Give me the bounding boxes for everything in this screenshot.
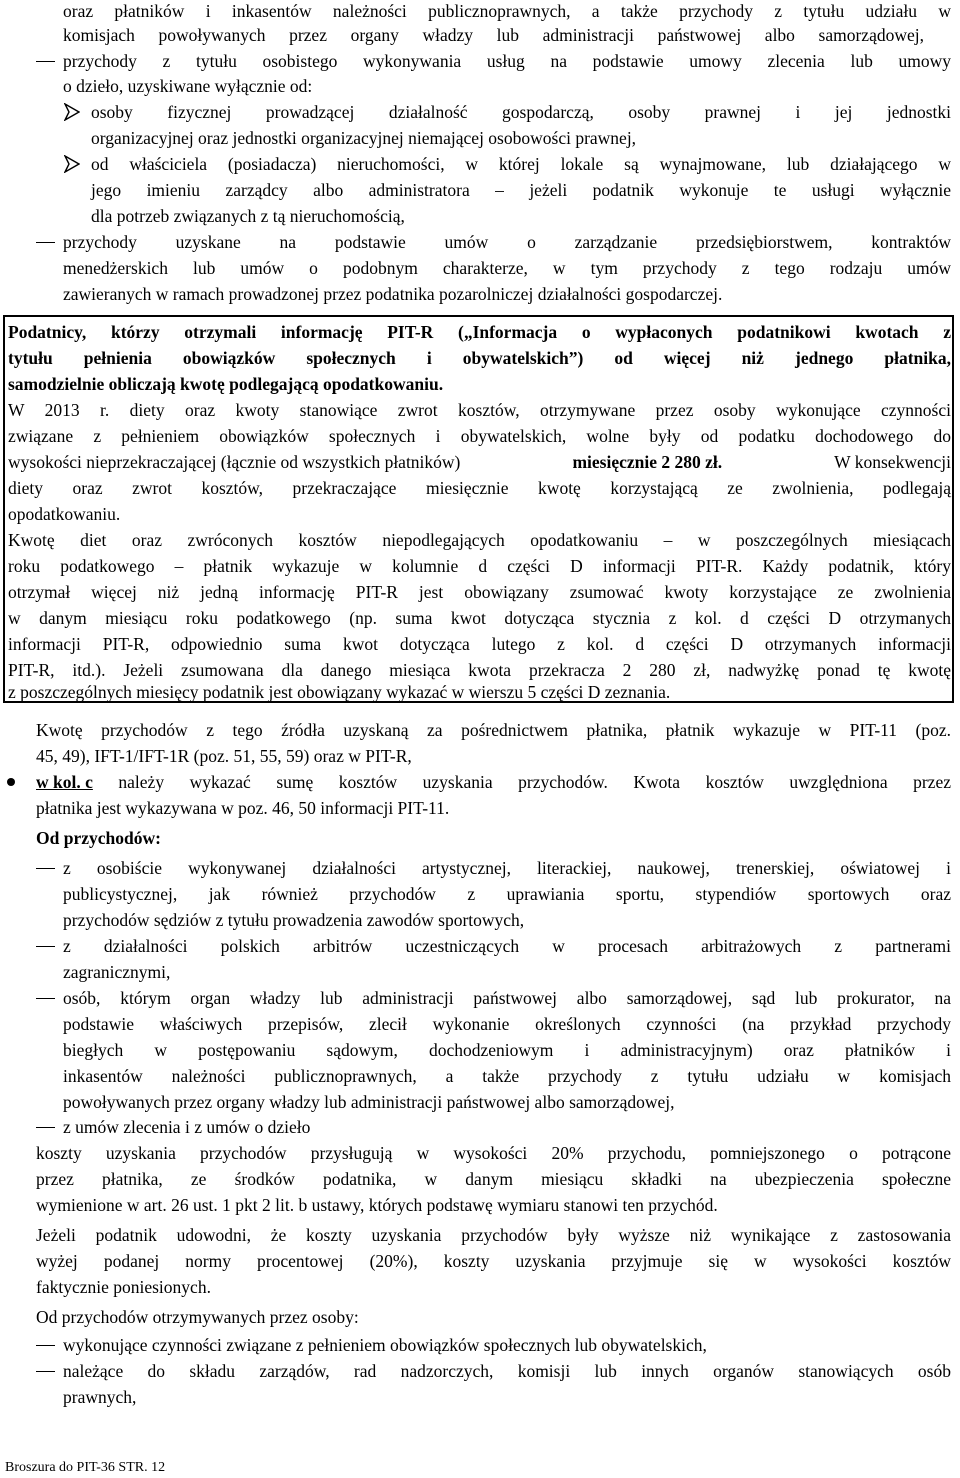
box-paragraph-line: związane z pełnieniem obowiązków społecznych i obywatelskich, wolne były od podatku dochodowego do: [8, 426, 951, 446]
box-paragraph-line: [8, 398, 951, 424]
paragraph-line: Jeżeli podatnik udowodni, że koszty uzyskania przychodów były wyższe niż wynikające z zastosowania: [36, 1225, 951, 1245]
paragraph-line: z osobiście wykonywanej działalności artystycznej, literackiej, naukowej, trenerskiej, oświatowej i: [63, 858, 951, 878]
arrow-bullet-icon: [64, 103, 80, 121]
paragraph-line: powoływanych przez organy władzy lub administracji państwowej albo samorządowej,: [63, 1092, 675, 1112]
section-heading: Od przychodów:: [36, 828, 161, 848]
paragraph-line: płatnika jest wykazywana w poz. 46, 50 informacji PIT-11.: [36, 798, 450, 818]
paragraph-line: przychody uzyskane na podstawie umów o zarządzanie przedsiębiorstwem, kontraktów: [63, 232, 951, 252]
round-bullet-icon: [7, 778, 15, 786]
paragraph-line: jego imieniu zarządcy albo administratora – jeżeli podatnik wykonuje te usługi wyłącznie: [91, 180, 951, 200]
box-paragraph-line: PIT-R, itd.). Jeżeli zsumowana dla danego miesiąca kwota przekracza 2 280 zł, nadwyżkę ponad tę kwotę: [8, 660, 951, 680]
paragraph-line: z działalności polskich arbitrów uczestniczących w procesach arbitrażowych z partnerami: [63, 936, 951, 956]
paragraph-line: przychodów sędziów z tytułu prowadzenia zawodów sportowych,: [63, 910, 525, 930]
box-heading-line: Podatnicy, którzy otrzymali informację PIT-R („Informacja o wypłaconych podatnikowi kwotach z: [8, 322, 951, 342]
paragraph-line: wyżej podanej normy procentowej (20%), koszty uzyskania przyjmuje się w wysokości kosztów: [36, 1251, 951, 1271]
box-paragraph-line: z poszczególnych miesięcy podatnik jest obowiązany wykazać w wierszu 5 części D zeznania.: [8, 682, 671, 702]
box-text: wysokości nieprzekraczającej (łącznie od wszystkich płatników): [8, 452, 461, 472]
paragraph-line: zawieranych w ramach prowadzonej przez podatnika pozarolniczej działalności gospodarczej.: [63, 284, 723, 304]
paragraph-line: organizacyjnej oraz jednostki organizacyjnej niemającej osobowości prawnej,: [91, 128, 637, 148]
box-paragraph-line: w danym miesiącu roku podatkowego (np. suma kwot dotycząca stycznia z kol. d części D otrzymanych: [8, 608, 951, 628]
box-paragraph-line: diety oraz zwrot kosztów, przekraczające miesięcznie kwotę korzystającą ze zwolnienia, podlegają: [8, 478, 951, 498]
paragraph-line: publicystycznej, jak również przychodów z uprawiania sportu, stypendiów sportowych oraz: [63, 884, 951, 904]
page-footer: Broszura do PIT-36 STR. 12: [5, 1460, 166, 1475]
paragraph-line: 45, 49), IFT-1/IFT-1R (poz. 51, 55, 59) oraz w PIT-R,: [36, 746, 412, 766]
monthly-limit-amount: miesięcznie 2 280 zł.: [572, 452, 723, 472]
box-heading-line: tytułu pełnienia obowiązków społecznych i obywatelskich”) od więcej niż jednego płatnika,: [8, 348, 951, 368]
paragraph-line: przez płatnika, ze środków podatnika, w danym miesiącu składki na ubezpieczenia społeczne: [36, 1169, 951, 1189]
paragraph-line: inkasentów należności publicznoprawnych, a także przychody z tytułu udziału w komisjach: [63, 1066, 951, 1086]
paragraph-line: faktycznie poniesionych.: [36, 1277, 211, 1297]
box-paragraph-line: otrzymał więcej niż jedną informację PIT-R jest obowiązany zsumować kwoty korzystające ze zwolnienia: [8, 582, 951, 602]
paragraph-line: osoby fizycznej prowadzącej działalność gospodarczą, osoby prawnej i jej jednostki: [91, 102, 951, 122]
box-paragraph-line: informacji PIT-R, odpowiednio suma kwot dotycząca lutego z kol. d części D otrzymanych informacji: [8, 634, 951, 654]
paragraph-line: Kwotę przychodów z tego źródła uzyskaną za pośrednictwem płatnika, płatnik wykazuje w PIT-11 (poz.: [36, 720, 951, 740]
paragraph-line: koszty uzyskania przychodów przysługują w wysokości 20% przychodu, pomniejszonego o potrącone: [36, 1143, 951, 1163]
paragraph-line: wymienione w art. 26 ust. 1 pkt 2 lit. b ustawy, których podstawę wymiaru stanowi ten przychód.: [36, 1195, 718, 1215]
paragraph-line: Od przychodów otrzymywanych przez osoby:: [36, 1307, 359, 1327]
column-c-reference: w kol. c: [36, 772, 93, 792]
paragraph-line: menedżerskich lub umów o podobnym charakterze, w tym przychody z tego rodzaju umów: [63, 258, 951, 278]
paragraph-line: należące do składu zarządów, rad nadzorczych, komisji lub innych organów stanowiących osób: [63, 1361, 951, 1381]
paragraph-line: o dzieło, uzyskiwane wyłącznie od:: [63, 76, 313, 96]
paragraph-line: zagranicznymi,: [63, 962, 171, 982]
box-text: W 2013 r. diety oraz kwoty stanowiące zwrot kosztów, otrzymywane przez osoby wykonujące czynności: [8, 400, 951, 420]
paragraph-line: prawnych,: [63, 1387, 137, 1407]
paragraph-line: dla potrzeb związanych z tą nieruchomością,: [91, 206, 405, 226]
paragraph-line: przychody z tytułu osobistego wykonywania usług na podstawie umowy zlecenia lub umowy: [63, 51, 951, 71]
box-paragraph-line: Kwotę diet oraz zwróconych kosztów niepodlegających opodatkowaniu – w poszczególnych miesiącach: [8, 530, 951, 550]
box-text: W konsekwencji: [834, 452, 951, 472]
paragraph-text: należy wykazać sumę kosztów uzyskania przychodów. Kwota kosztów uwzględniona przez: [92, 772, 951, 792]
box-paragraph-line: [8, 450, 951, 476]
box-heading-line: samodzielnie obliczają kwotę podlegającą opodatkowaniu.: [8, 374, 444, 394]
paragraph-line: z umów zlecenia i z umów o dzieło: [63, 1117, 311, 1137]
paragraph-line: oraz płatników i inkasentów należności publicznoprawnych, a także przychody z tytułu udziału w: [63, 1, 951, 21]
paragraph-line: od właściciela (posiadacza) nieruchomości, w której lokale są wynajmowane, lub działającego w: [91, 154, 951, 174]
box-paragraph-line: opodatkowaniu.: [8, 504, 121, 524]
box-paragraph-line: roku podatkowego – płatnik wykazuje w kolumnie d części D informacji PIT-R. Każdy podatnik, który: [8, 556, 951, 576]
arrow-bullet-icon: [64, 155, 80, 173]
paragraph-line: osób, którym organ władzy lub administracji państwowej albo samorządowej, sąd lub prokurator, na: [63, 988, 951, 1008]
paragraph-line: podstawie właściwych przepisów, zlecił wykonanie określonych czynności (na przykład przychody: [63, 1014, 951, 1034]
paragraph-line: wykonujące czynności związane z pełnieniem obowiązków społecznych lub obywatelskich,: [63, 1335, 707, 1355]
paragraph-line: biegłych w postępowaniu sądowym, dochodzeniowym i administracyjnym) oraz płatników i: [63, 1040, 951, 1060]
paragraph-line: komisjach powoływanych przez organy władzy lub administracji państwowej albo samorządowej,: [63, 25, 924, 45]
paragraph-line: [36, 770, 951, 796]
